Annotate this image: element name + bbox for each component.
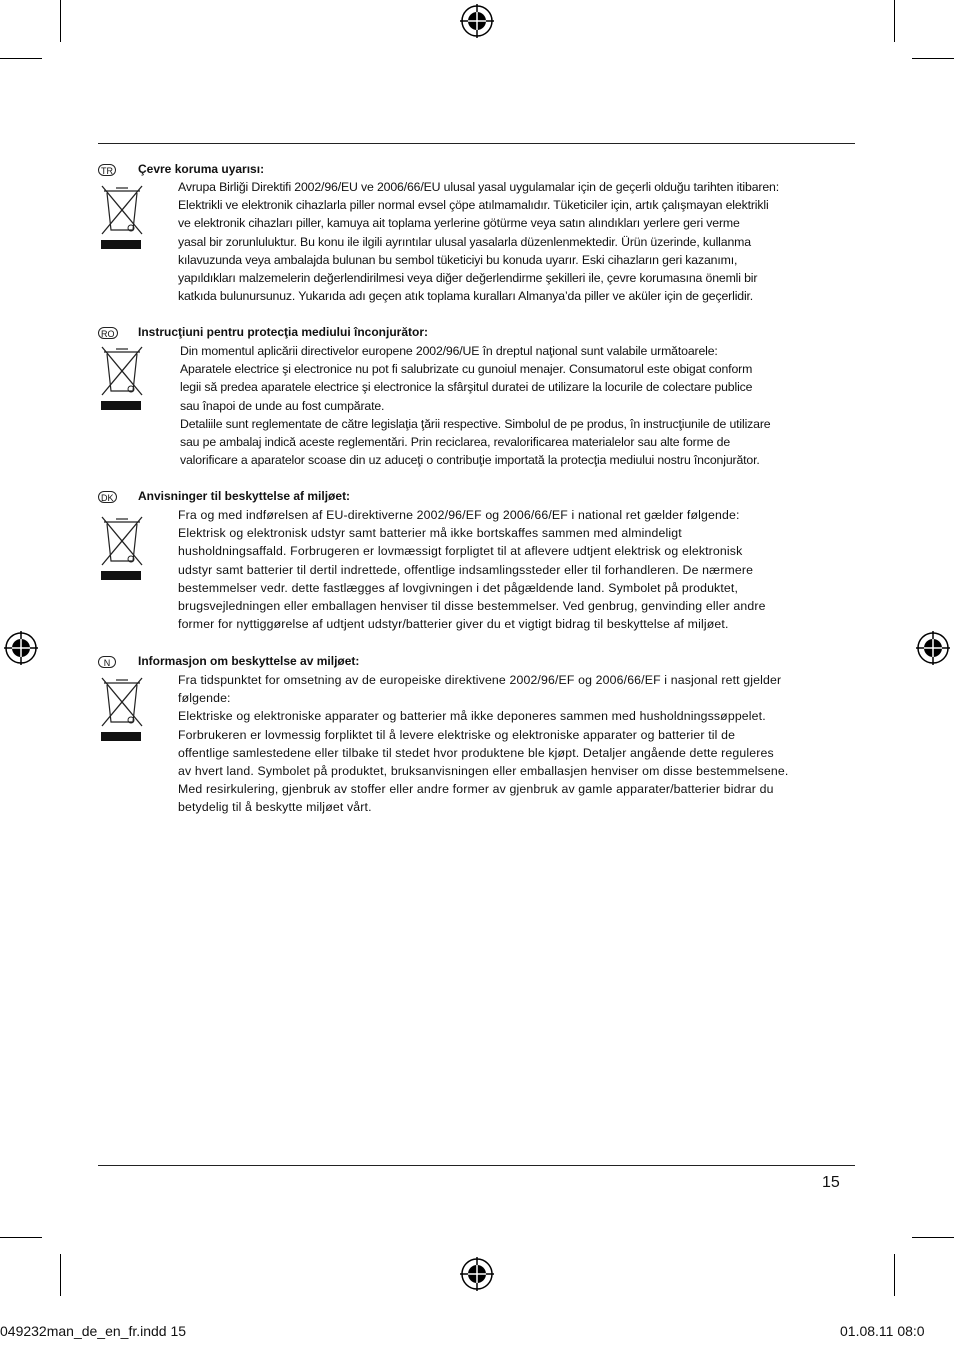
body-line: sau înapoi de unde au fost cumpărate. (180, 398, 385, 413)
section-heading: Çevre koruma uyarısı: (138, 162, 265, 176)
section-body (180, 342, 770, 469)
registration-mark-icon (916, 631, 950, 665)
body-line: kılavuzunda veya ambalajda bulunan bu sembol tüketiciyi bu konuda uyarır. Eski cihazların geri kazanımı, (178, 252, 738, 267)
section-heading: Anvisninger til beskyttelse af miljøet: (138, 489, 351, 503)
body-line: Elektrisk og elektronisk udstyr samt batterier må ikke bortskaffes sammen med almindeligt (178, 526, 682, 541)
body-line: betydelig til å beskytte miljøet vårt. (178, 800, 372, 815)
crop-mark (0, 58, 42, 59)
weee-bin-icon (100, 184, 144, 252)
section-body (178, 178, 779, 305)
section-heading: Informasjon om beskyttelse av miljøet: (138, 654, 360, 668)
slug-file: 049232man_de_en_fr.indd 15 (0, 1323, 187, 1339)
weee-bin-icon (100, 345, 144, 413)
body-line: valorificare a aparatelor scoase din uz aduceţi o contribuţie importată la protecţia mediului nostru înconjurător. (180, 453, 760, 468)
body-line: Elektriske og elektroniske apparater og batterier må ikke deponeres sammen med husholdningssøppelet. (178, 709, 766, 724)
slug-date: 01.08.11 08:0 (840, 1323, 925, 1339)
top-rule (98, 143, 855, 144)
body-line: udstyr samt batterier til dertil indrettede, offentlige indsamlingssteder eller til forhandleren. De nærmere (178, 562, 754, 577)
body-line: ve elektronik cihazları piller, kamuya ait toplama yerlerine götürme veya satın alındıkları yerlere geri verme (178, 216, 740, 231)
body-line: katkıda bulunursunuz. Yukarıda adı geçen atık toplama kuralları Almanya’da piller ve aküler için de geçerlidir. (178, 289, 754, 304)
registration-mark-icon (460, 4, 494, 38)
weee-bin-icon (100, 515, 144, 583)
body-line: Med resirkulering, gjenbruk av stoffer eller andre former av gjenbruk av gamle apparater/batterier bidrar du (178, 782, 774, 797)
crop-mark (912, 58, 954, 59)
language-badge: DK (98, 491, 117, 503)
registration-mark-icon (460, 1257, 494, 1291)
body-line: brugsvejledningen eller emballagen henviser til disse bestemmelser. Ved genbrug, genvinding eller andre (178, 599, 766, 614)
language-badge: N (98, 656, 116, 668)
language-badge: RO (98, 327, 118, 339)
body-line: offentlige samlestedene eller tilbake til stedet hvor produktene ble kjøpt. Detaljer angående dette reguleres (178, 745, 774, 760)
body-line: følgende: (178, 691, 231, 706)
body-line: Forbrukeren er lovmessig forpliktet til å levere elektriske og elektroniske apparater og batterier til de (178, 727, 736, 742)
body-line: husholdningsaffald. Forbrugeren er lovmæssigt forpligtet til at aflevere udtjent elektrisk og elektronisk (178, 544, 743, 559)
crop-mark (894, 0, 895, 42)
body-line: Avrupa Birliği Direktifi 2002/96/EU ve 2006/66/EU ulusal yasal uygulamalar için de geçerli olduğu tarihten itibaren: (178, 180, 779, 194)
crop-mark (60, 1254, 61, 1296)
body-line: Fra og med indførelsen af EU-direktiverne 2002/96/EF og 2006/66/EF i national ret gælder følgende: (178, 508, 740, 522)
section-heading: Instrucţiuni pentru protecţia mediului înconjurător: (138, 325, 429, 339)
crop-mark (912, 1237, 954, 1238)
bottom-rule (98, 1165, 855, 1166)
body-line: yapıldıkları malzemelerin değerlendirilmesi veya diğer değerlendirme şekilleri ile, çevre korumasına önemli bir (178, 271, 758, 286)
weee-bin-icon (100, 676, 144, 744)
body-line: sau pe ambalaj indică aceste reglementări. Prin reciclarea, revalorificarea materialelor sau alte forme de (180, 435, 731, 450)
crop-mark (0, 1237, 42, 1238)
body-line: bestemmelser vedr. dette fastlægges af lovgivningen i det pågældende land. Symbolet på produktet, (178, 580, 739, 595)
registration-mark-icon (4, 631, 38, 665)
body-line: Din momentul aplicării directivelor europene 2002/96/UE în dreptul naţional sunt valabile următoarele: (180, 344, 718, 358)
language-badge: TR (98, 164, 116, 176)
body-line: Elektrikli ve elektronik cihazlarla piller normal evsel çöpe atılmamalıdır. Tüketiciler için, artık çalışmayan elektrikli (178, 198, 769, 213)
body-line: av hvert land. Symbolet på produktet, bruksanvisningen eller emballasjen henviser om disse bestemmelsene. (178, 764, 789, 779)
crop-mark (894, 1254, 895, 1296)
body-line: former for nyttiggørelse af udtjent udstyr/batterier giver du et vigtigt bidrag til beskyttelse af miljøet. (178, 617, 729, 632)
page-number: 15 (822, 1174, 840, 1191)
body-line: legii să predea aparatele electrice şi electronice la sfârşitul duratei de utilizare la locurile de colectare publice (180, 380, 753, 395)
body-line: Detaliile sunt reglementate de către legislaţia ţării respective. Simbolul de pe produs, în instrucţiunile de utilizare (180, 416, 771, 431)
body-line: Aparatele electrice şi electronice nu pot fi salubrizate cu gunoiul menajer. Consumatorul este obigat conform (180, 362, 753, 377)
body-line: yasal bir zorunluluktur. Bu konu ile ilgili ayrıntılar ulusal yasalarla düzenlenmektedir. Ürün üzerinde, kullanma (178, 234, 751, 249)
section-body (178, 671, 788, 817)
body-line: Fra tidspunktet for omsetning av de europeiske direktivene 2002/96/EF og 2006/66/EF i nasjonal rett gjelder (178, 673, 782, 687)
crop-mark (60, 0, 61, 42)
section-body (178, 506, 766, 633)
